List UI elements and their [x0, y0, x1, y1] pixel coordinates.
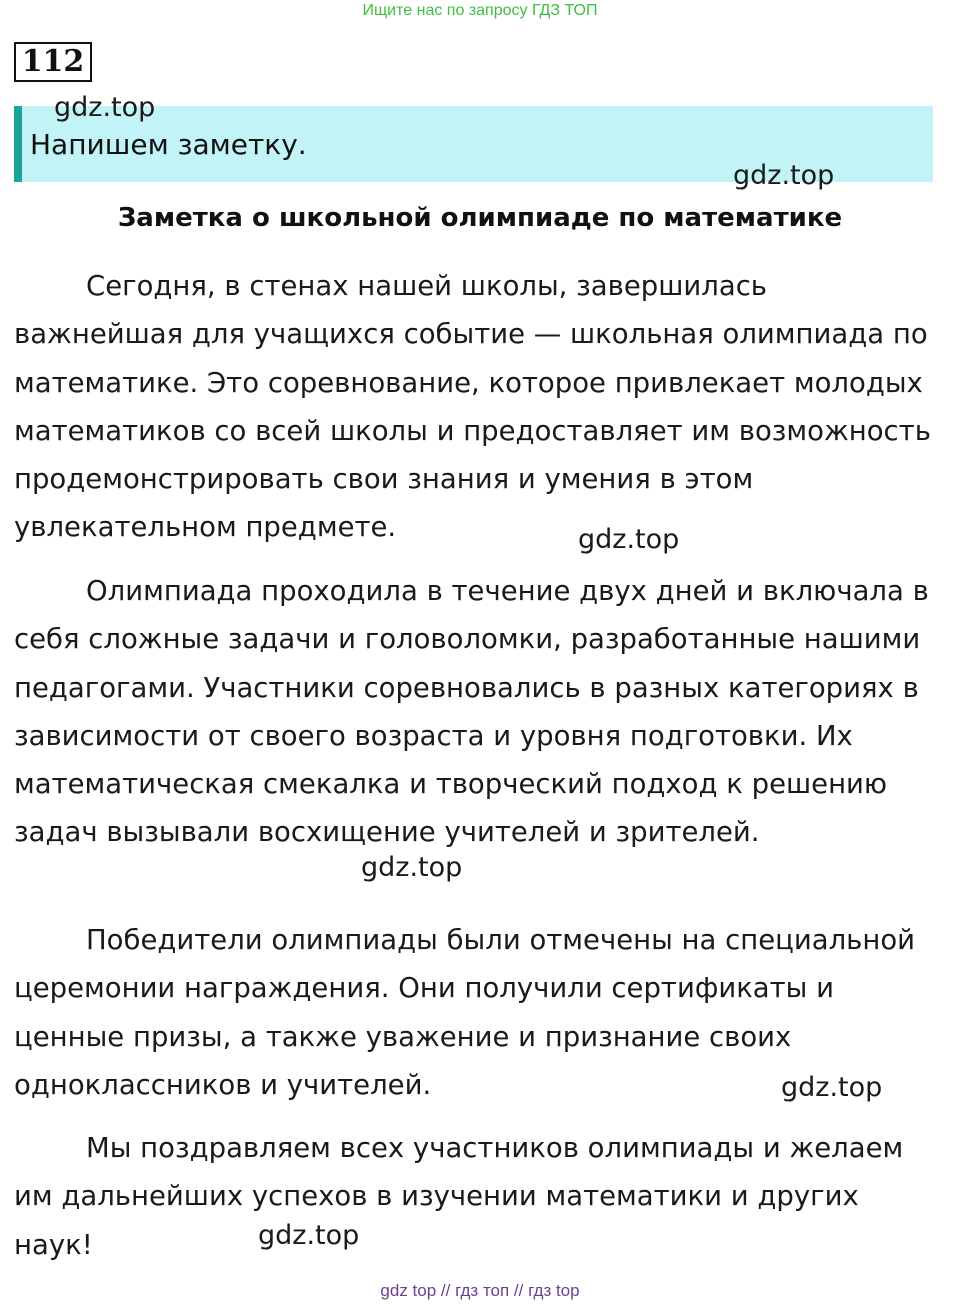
watermark: gdz.top [54, 92, 156, 123]
paragraph-4: Мы поздравляем всех участников олимпиады и желаем им дальнейших успехов в изучении математики и других наук! [14, 1132, 904, 1261]
top-banner: Ищите нас по запросу ГДЗ ТОП [362, 2, 598, 19]
paragraph-3: Победители олимпиады были отмечены на специальной церемонии награждения. Они получили сертификаты и ценные призы, а также уважение и признание своих одноклассников и учителей. [14, 924, 916, 1101]
paragraph-2: Олимпиада проходила в течение двух дней и включала в себя сложные задачи и головоломки, разработанные нашими педагогами. Участники соревновались в разных категориях в зависимости от своего возраста и уровня подготовки. Их математическая смекалка и творческий подход к решению задач вызывали восхищение учителей и зрителей. [14, 575, 929, 849]
watermark: gdz.top [361, 852, 463, 883]
watermark: gdz.top [258, 1220, 360, 1251]
footer-links: gdz top // гдз топ // гдз top [380, 1281, 580, 1300]
watermark: gdz.top [781, 1072, 883, 1103]
page-title: Заметка о школьной олимпиаде по математике [117, 203, 843, 233]
watermark: gdz.top [733, 160, 835, 191]
task-text: Напишем заметку. [30, 128, 307, 161]
task-number: 112 [14, 42, 92, 82]
paragraph-1: Сегодня, в стенах нашей школы, завершилась важнейшая для учащихся событие — школьная олимпиада по математике. Это соревнование, которое привлекает молодых математиков со всей школы и предоставляет им возможность продемонстрировать свои знания и умения в этом увлекательном предмете. [14, 270, 931, 544]
watermark: gdz.top [578, 524, 680, 555]
